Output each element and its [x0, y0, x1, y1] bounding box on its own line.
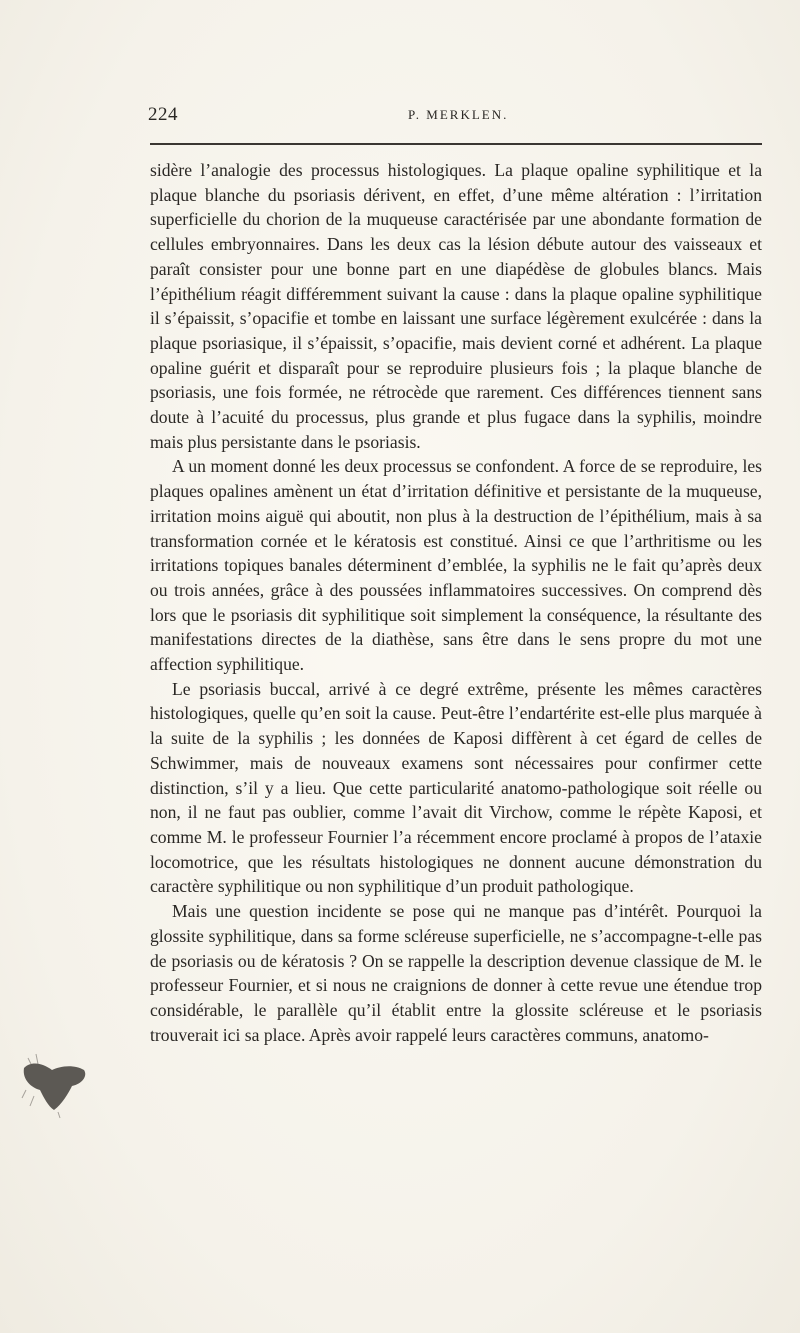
- paragraph-4: Mais une question incidente se pose qui ne manque pas d’intérêt. Pourquoi la glossite syphilitique, dans sa forme scléreuse superficielle, ne s’accompagne-t-elle pas de psoriasis ou de kératosis ? On se rappelle la description devenue classique de M. le professeur Fournier, et si nous ne craignions de donner à cette revue une étendue trop considérable, le parallèle qu’il établit entre la glossite scléreuse et le psoriasis trouverait ici sa place. Après avoir rappelé leurs caractères communs, anatomo-: [150, 901, 762, 1045]
- header-rule: [150, 143, 762, 145]
- body-text: [150, 158, 762, 1047]
- ink-smudge: [18, 1050, 90, 1120]
- paragraph-1: sidère l’analogie des processus histologiques. La plaque opaline syphilitique et la plaque blanche du psoriasis dérivent, en effet, d’une même altération : l’irritation superficielle du chorion de la muqueuse caractérisée par une abondante formation de cellules embryonnaires. Dans les deux cas la lésion débute autour des vaisseaux et paraît consister pour une bonne part en une diapédèse de globules blancs. Mais l’épithélium réagit différemment suivant la cause : dans la plaque opaline syphilitique il s’épaissit, s’opacifie et tombe en laissant une surface légèrement exulcérée : dans la plaque psoriasique, il s’épaissit, s’opacifie, mais devient corné et adhérent. La plaque opaline guérit et disparaît pour se reproduire plusieurs fois ; la plaque blanche de psoriasis, une fois formée, ne rétrocède que rarement. Ces différences tiennent sans doute à l’acuité du processus, plus grande et plus fugace dans la syphilis, moindre mais plus persistante dans le psoriasis.: [150, 160, 762, 452]
- paragraph-3: Le psoriasis buccal, arrivé à ce degré extrême, présente les mêmes caractères histologiques, quelle qu’en soit la cause. Peut-être l’endartérite est-elle plus marquée à la suite de la syphilis ; les données de Kaposi diffèrent à cet égard de celles de Schwimmer, mais de nouveaux examens sont nécessaires pour confirmer cette distinction, s’il y a lieu. Que cette particularité anatomo-pathologique soit réelle ou non, il ne faut pas oublier, comme l’avait dit Virchow, comme le répète Kaposi, et comme M. le professeur Fournier l’a récemment encore proclamé à propos de l’ataxie locomotrice, que les résultats histologiques ne donnent aucune démonstration du caractère syphilitique ou non syphilitique d’un produit pathologique.: [150, 678, 762, 897]
- running-head-author: P. MERKLEN.: [408, 107, 509, 122]
- page-number: 224: [148, 104, 178, 125]
- paragraph-2: A un moment donné les deux processus se confondent. A force de se reproduire, les plaques opalines amènent un état d’irritation définitive et persistante de la muqueuse, irritation moins aiguë qui aboutit, non plus à la destruction de l’épithélium, mais à sa transformation cornée et le kératosis est constitué. Ainsi ce que l’arthritisme ou les irritations topiques banales déterminent d’emblée, la syphilis ne le fait qu’après deux ou trois années, grâce à des poussées inflammatoires successives. On comprend dès lors que le psoriasis dit syphilitique soit simplement la conséquence, la résultante des manifestations directes de la diathèse, sans être dans le sens propre du mot une affection syphilitique.: [150, 456, 762, 675]
- running-head: [148, 104, 762, 134]
